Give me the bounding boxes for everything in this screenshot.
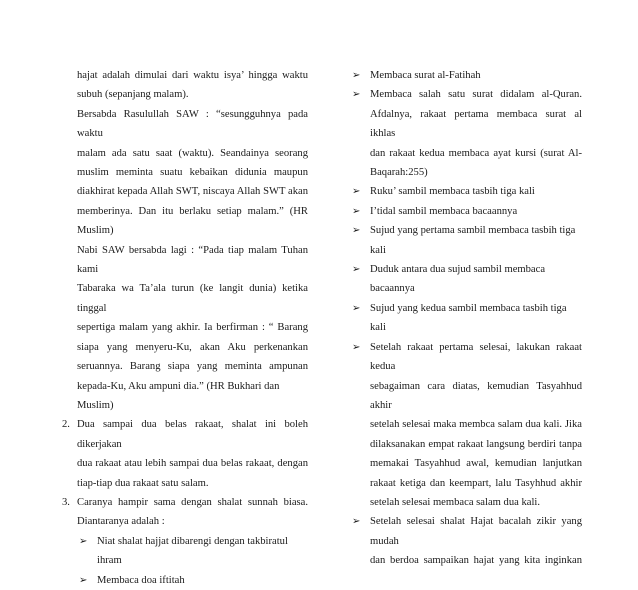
- numbered-item-2: [62, 415, 308, 493]
- text-line: sebagaiman cara diatas, kemudian Tasyahhud akhir: [370, 380, 582, 411]
- arrow-bullet-icon: ➢: [352, 264, 361, 276]
- paragraph-hadith-bukhari: [62, 241, 308, 416]
- bullet-sujud-kedua: [350, 299, 582, 338]
- text-line: Setelah rakaat pertama selesai, lakukan rakaat kedua: [370, 341, 582, 373]
- text-line: Diantaranya adalah :: [77, 516, 165, 528]
- text-line: tiap-tiap dua rakaat satu salam.: [77, 477, 209, 489]
- arrow-bullet-icon: ➢: [352, 205, 361, 217]
- text-line: seruannya. Barang siapa yang meminta ampunan: [77, 361, 308, 373]
- bullet-ruku: [350, 182, 582, 201]
- item-number: 2.: [62, 419, 70, 431]
- text-line: Membaca doa iftitah: [97, 574, 185, 586]
- arrow-bullet-icon: ➢: [79, 535, 88, 547]
- bullet-fatihah: [350, 66, 582, 85]
- text-line: Sujud yang pertama sambil membaca tasbih tiga kali: [370, 225, 576, 256]
- text-line: Niat shalat hajjat dibarengi dengan takbiratul ihram: [97, 535, 288, 567]
- bullet-zikir: [350, 512, 582, 570]
- text-line: memakai Tasyahhud awal, kemudian lanjutkan: [370, 458, 582, 470]
- arrow-bullet-icon: ➢: [352, 225, 361, 237]
- text-line: Nabi SAW bersabda lagi : “Pada tiap malam Tuhan kami: [77, 244, 308, 276]
- arrow-bullet-icon: ➢: [352, 516, 361, 528]
- text-line: Muslim): [77, 225, 114, 237]
- bullet-doa-iftitah: [62, 571, 308, 590]
- text-line: dan rakaat kedua membaca ayat kursi (surat Al-: [370, 147, 582, 159]
- paragraph-hadith-muslim: [62, 105, 308, 241]
- text-line: dua rakaat atau lebih sampai dua belas rakaat, dengan: [77, 458, 308, 470]
- text-line: rakaat ketiga dan keempart, lalu Tasyhhud akhir: [370, 477, 582, 489]
- text-line: Tabaraka wa Ta’ala turun (ke langit dunia) ketika tinggal: [77, 283, 308, 314]
- bullet-itidal: [350, 202, 582, 221]
- text-line: siapa yang menyeru-Ku, akan Aku perkenankan: [77, 341, 308, 353]
- text-line: diakhirat kepada Allah SWT, niscaya Allah SWT akan: [77, 186, 308, 198]
- arrow-bullet-icon: ➢: [352, 89, 361, 101]
- numbered-item-3: [62, 493, 308, 532]
- text-line: hajat adalah dimulai dari waktu isya’ hingga waktu: [77, 70, 308, 81]
- paragraph-waktu-hajat: [62, 66, 308, 105]
- text-line: Afdalnya, rakaat pertama membaca surat al ikhlas: [370, 108, 582, 140]
- left-column: [62, 66, 308, 590]
- text-line: dilaksanakan empat rakaat langsung berdiri tanpa: [370, 438, 582, 450]
- right-column: [350, 66, 582, 571]
- text-line: setelah selesai maka membca salam dua kali. Jika: [370, 419, 582, 431]
- text-line: sepertiga malam yang akhir. Ia berfirman : “ Barang: [77, 322, 308, 334]
- text-line: I’tidal sambil membaca bacaannya: [370, 205, 518, 217]
- text-line: Dua sampai dua belas rakaat, shalat ini boleh dikerjakan: [77, 419, 308, 450]
- bullet-niat: [62, 532, 308, 571]
- arrow-bullet-icon: ➢: [79, 574, 88, 586]
- text-line: memberinya. Dan itu berlaku setiap malam.” (HR: [77, 205, 308, 217]
- bullet-rakaat-kedua: [350, 338, 582, 513]
- text-line: kepada-Ku, Aku ampuni dia.” (HR Bukhari dan Muslim): [77, 380, 280, 411]
- text-line: Membaca surat al-Fatihah: [370, 70, 481, 81]
- bullet-surat: [350, 85, 582, 182]
- text-line: Caranya hampir sama dengan shalat sunnah biasa.: [77, 496, 308, 508]
- text-line: Membaca salah satu surat didalam al-Quran.: [370, 89, 582, 101]
- text-line: Duduk antara dua sujud sambil membaca bacaannya: [370, 264, 546, 295]
- arrow-bullet-icon: ➢: [352, 341, 361, 353]
- item-number: 3.: [62, 496, 70, 508]
- text-line: Sujud yang kedua sambil membaca tasbih tiga kali: [370, 302, 567, 334]
- bullet-duduk: [350, 260, 582, 299]
- text-line: dan berdoa sampaikan hajat yang kita inginkan: [370, 555, 582, 567]
- text-line: malam ada satu saat (waktu). Seandainya seorang: [77, 147, 308, 159]
- arrow-bullet-icon: ➢: [352, 302, 361, 314]
- text-line: setelah selesai membaca salam dua kali.: [370, 496, 541, 508]
- bullet-sujud-pertama: [350, 221, 582, 260]
- text-line: muslim meminta suatu kebaikan didunia maupun: [77, 167, 308, 179]
- text-line: Baqarah:255): [370, 167, 428, 179]
- arrow-bullet-icon: ➢: [352, 186, 361, 198]
- text-line: Ruku’ sambil membaca tasbih tiga kali: [370, 186, 535, 198]
- text-line: subuh (sepanjang malam).: [77, 89, 189, 101]
- text-line: Bersabda Rasulullah SAW : “sesungguhnya pada waktu: [77, 108, 308, 140]
- text-line: Setelah selesai shalat Hajat bacalah zikir yang mudah: [370, 516, 582, 547]
- arrow-bullet-icon: ➢: [352, 70, 361, 81]
